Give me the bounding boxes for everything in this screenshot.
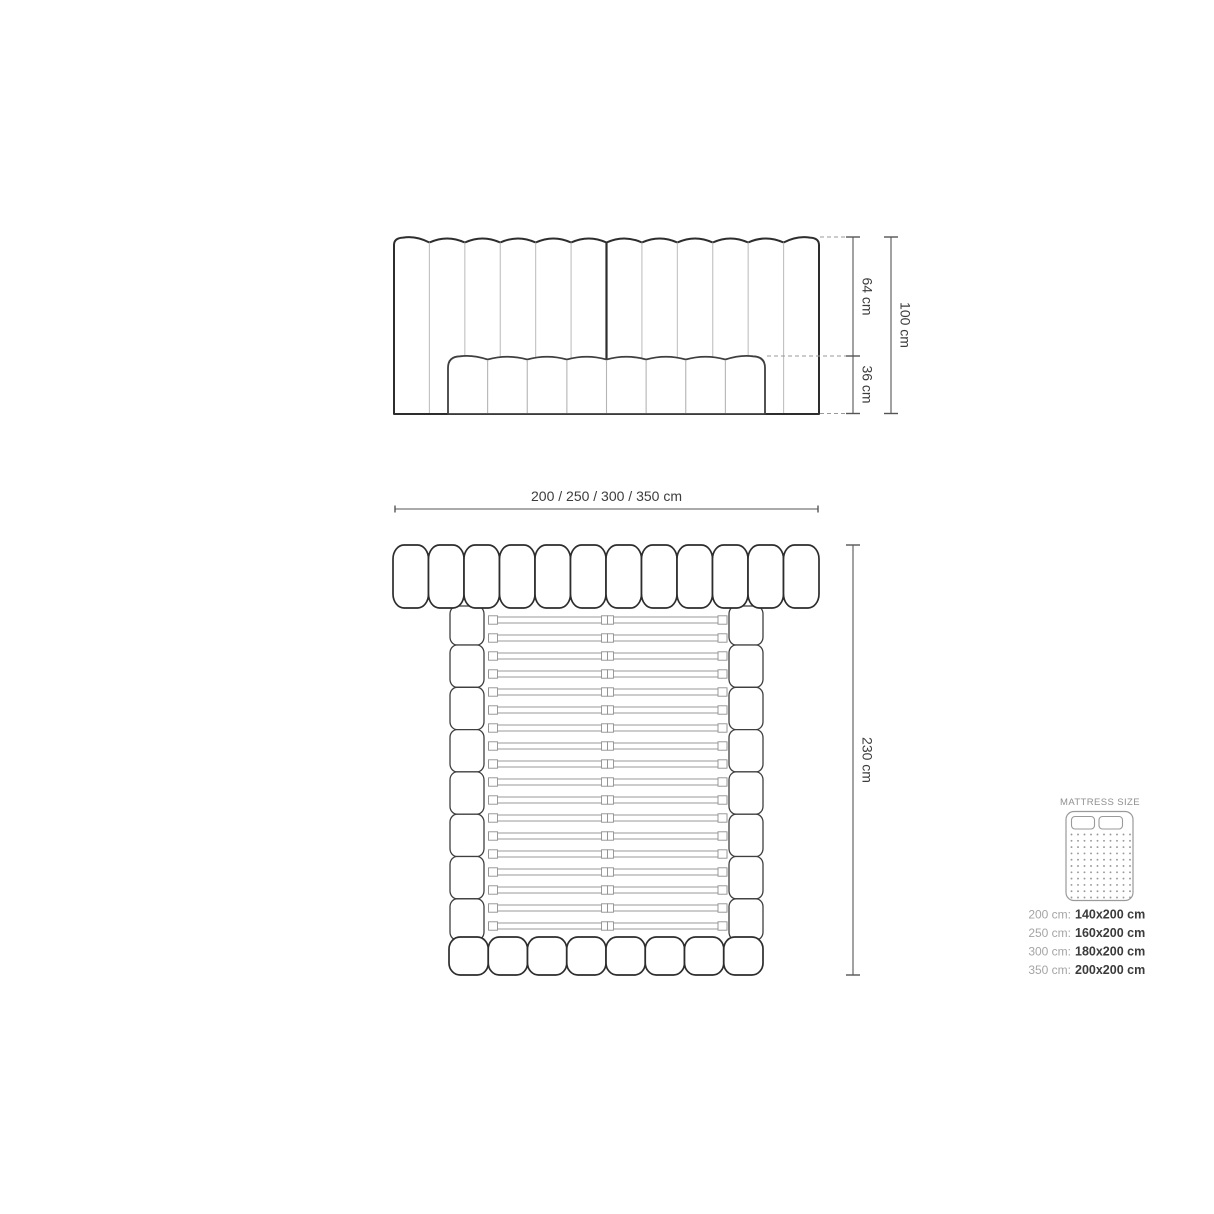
rail-segment: [729, 899, 763, 940]
footboard-plan-segment: [488, 937, 527, 975]
mattress-dot: [1129, 884, 1131, 886]
slat-end-cap: [718, 616, 727, 624]
slat: [489, 778, 728, 786]
mattress-dot: [1103, 890, 1105, 892]
mattress-dot: [1084, 852, 1086, 854]
slat: [489, 814, 728, 822]
mattress-dot: [1116, 846, 1118, 848]
rail-segment: [450, 687, 484, 729]
mattress-dot: [1110, 859, 1112, 861]
slat-end-cap: [718, 850, 727, 858]
slat: [489, 760, 728, 768]
slat-end-cap: [718, 832, 727, 840]
slat-end-cap: [489, 814, 498, 822]
mattress-dot: [1103, 878, 1105, 880]
mattress-dot: [1116, 897, 1118, 899]
slat-center-cap: [602, 850, 608, 858]
mattress-dot: [1077, 871, 1079, 873]
mattress-dot: [1103, 865, 1105, 867]
mattress-dot: [1123, 834, 1125, 836]
mattress-dot: [1090, 884, 1092, 886]
mattress-dot: [1097, 859, 1099, 861]
headboard-plan-segment: [642, 545, 678, 608]
slat-end-cap: [718, 814, 727, 822]
mattress-dot: [1084, 859, 1086, 861]
slat-center-cap: [608, 850, 614, 858]
mattress-dot: [1077, 859, 1079, 861]
mattress-dot: [1071, 852, 1073, 854]
mattress-dot: [1097, 852, 1099, 854]
headboard-plan-segments: [393, 545, 819, 608]
mattress-dot: [1116, 878, 1118, 880]
size-row: [1028, 908, 1145, 922]
footboard-plan-segment: [528, 937, 567, 975]
mattress-dot: [1123, 840, 1125, 842]
slat-center-cap: [608, 616, 614, 624]
slat-center-cap: [608, 922, 614, 930]
mattress-dot: [1110, 846, 1112, 848]
slat-end-cap: [718, 634, 727, 642]
slat-center-cap: [602, 652, 608, 660]
mattress-dot: [1071, 884, 1073, 886]
dim-label-width: 200 / 250 / 300 / 350 cm: [531, 488, 682, 504]
slat-center-cap: [602, 904, 608, 912]
mattress-dot: [1116, 834, 1118, 836]
mattress-dot: [1090, 859, 1092, 861]
mattress-dot: [1123, 871, 1125, 873]
footboard-plan-segment: [724, 937, 763, 975]
slat-center-cap: [602, 634, 608, 642]
slat: [489, 886, 728, 894]
slat-end-cap: [718, 742, 727, 750]
mattress-dot: [1123, 859, 1125, 861]
size-row-value: 200x200 cm: [1075, 963, 1146, 977]
rail-segment: [729, 857, 763, 899]
mattress-dot: [1090, 897, 1092, 899]
mattress-dot: [1084, 890, 1086, 892]
slat-center-cap: [602, 688, 608, 696]
slat-end-cap: [718, 760, 727, 768]
mattress-dot: [1097, 865, 1099, 867]
footboard-plan-segment: [567, 937, 606, 975]
mattress-dot: [1077, 897, 1079, 899]
rail-segment: [729, 606, 763, 645]
headboard-plan-segment: [713, 545, 749, 608]
footboard-plan-segment: [606, 937, 645, 975]
mattress-top-view-icon: [1066, 812, 1133, 901]
mattress-dot: [1084, 884, 1086, 886]
mattress-dot: [1116, 865, 1118, 867]
mattress-dot: [1071, 840, 1073, 842]
mattress-dot: [1071, 890, 1073, 892]
size-row: [1028, 926, 1145, 940]
mattress-dot: [1116, 852, 1118, 854]
size-row-label: 200 cm:: [1028, 907, 1071, 922]
slat-end-cap: [489, 724, 498, 732]
headboard-plan-segment: [784, 545, 820, 608]
mattress-dot: [1084, 878, 1086, 880]
slat-center-cap: [602, 778, 608, 786]
slat-center-cap: [608, 670, 614, 678]
rail-segment: [729, 645, 763, 687]
mattress-dot: [1129, 871, 1131, 873]
slat-center-cap: [608, 760, 614, 768]
slat-center-cap: [602, 796, 608, 804]
mattress-dot: [1071, 897, 1073, 899]
mattress-dot: [1110, 852, 1112, 854]
rail-segment: [450, 814, 484, 856]
slat: [489, 850, 728, 858]
slat-center-cap: [608, 886, 614, 894]
slat-end-cap: [489, 778, 498, 786]
mattress-dot: [1077, 865, 1079, 867]
mattress-dot: [1097, 897, 1099, 899]
mattress-dot: [1103, 859, 1105, 861]
headboard-plan-segment: [464, 545, 500, 608]
mattress-dot: [1129, 865, 1131, 867]
headboard-plan-segment: [393, 545, 429, 608]
rail-segment: [450, 857, 484, 899]
mattress-dot: [1129, 840, 1131, 842]
slat-center-cap: [602, 616, 608, 624]
slat: [489, 652, 728, 660]
mattress-dot: [1110, 884, 1112, 886]
mattress-dot: [1077, 852, 1079, 854]
slat-end-cap: [489, 688, 498, 696]
mattress-dot: [1090, 840, 1092, 842]
slat-center-cap: [608, 832, 614, 840]
mattress-dot: [1090, 834, 1092, 836]
slat-end-cap: [489, 832, 498, 840]
slat-end-cap: [718, 796, 727, 804]
mattress-dot: [1110, 878, 1112, 880]
mattress-dot: [1097, 846, 1099, 848]
pillow-left-icon: [1072, 817, 1095, 830]
mattress-dot: [1084, 846, 1086, 848]
plan-view-diagram: [393, 488, 875, 975]
dim-label-36cm: 36 cm: [859, 365, 876, 404]
mattress-dot: [1116, 840, 1118, 842]
rail-segment: [729, 814, 763, 856]
dim-label-100cm: 100 cm: [897, 302, 914, 348]
slat-center-cap: [602, 832, 608, 840]
dim-label-64cm: 64 cm: [859, 277, 876, 316]
slat: [489, 724, 728, 732]
slat-end-cap: [489, 868, 498, 876]
slat-center-cap: [602, 922, 608, 930]
slat-center-cap: [602, 868, 608, 876]
slat: [489, 868, 728, 876]
bed-front-overlay: [448, 356, 765, 414]
dim-label-230cm: 230 cm: [859, 737, 876, 783]
mattress-dot: [1084, 865, 1086, 867]
slat-end-cap: [718, 670, 727, 678]
mattress-size-title: MATTRESS SIZE: [1060, 797, 1140, 808]
headboard-plan-segment: [571, 545, 607, 608]
slat: [489, 706, 728, 714]
mattress-dot: [1071, 878, 1073, 880]
mattress-dot: [1071, 846, 1073, 848]
slat: [489, 832, 728, 840]
mattress-dot: [1084, 840, 1086, 842]
size-row: [1028, 945, 1145, 959]
size-row-value: 160x200 cm: [1075, 926, 1146, 940]
mattress-dot: [1129, 859, 1131, 861]
mattress-dot: [1103, 897, 1105, 899]
slat-center-cap: [608, 742, 614, 750]
mattress-dot: [1090, 890, 1092, 892]
slat: [489, 688, 728, 696]
mattress-dot: [1129, 890, 1131, 892]
mattress-dot: [1103, 852, 1105, 854]
rail-segment: [450, 606, 484, 645]
headboard-plan-segment: [500, 545, 536, 608]
mattress-dot: [1129, 852, 1131, 854]
mattress-dot: [1077, 834, 1079, 836]
headboard-plan-segment: [677, 545, 713, 608]
mattress-dot: [1097, 878, 1099, 880]
rail-segment: [729, 687, 763, 729]
mattress-dot: [1110, 840, 1112, 842]
mattress-dot: [1123, 878, 1125, 880]
slat-center-cap: [602, 670, 608, 678]
mattress-dot: [1110, 897, 1112, 899]
mattress-size-list: [1028, 908, 1145, 978]
mattress-dot: [1110, 871, 1112, 873]
mattress-info: [1028, 797, 1145, 977]
slat-end-cap: [489, 850, 498, 858]
mattress-dot: [1077, 890, 1079, 892]
slat-center-cap: [602, 724, 608, 732]
mattress-dot: [1123, 897, 1125, 899]
mattress-dot: [1084, 897, 1086, 899]
slat-center-cap: [608, 868, 614, 876]
slat-end-cap: [718, 886, 727, 894]
mattress-dot: [1090, 865, 1092, 867]
slat-end-cap: [489, 742, 498, 750]
slat-end-cap: [718, 778, 727, 786]
slat-end-cap: [489, 886, 498, 894]
mattress-dot: [1071, 871, 1073, 873]
slat-end-cap: [489, 706, 498, 714]
mattress-dot: [1097, 884, 1099, 886]
front-elevation-diagram: [394, 237, 913, 414]
slat-end-cap: [718, 868, 727, 876]
slat: [489, 904, 728, 912]
slat-end-cap: [489, 670, 498, 678]
slat-center-cap: [602, 760, 608, 768]
slat: [489, 922, 728, 930]
mattress-dot: [1077, 884, 1079, 886]
size-row: [1028, 963, 1145, 977]
rail-segment: [450, 730, 484, 772]
slat-center-cap: [608, 904, 614, 912]
mattress-dot: [1123, 852, 1125, 854]
mattress-dot: [1116, 871, 1118, 873]
headboard-plan-segment: [748, 545, 784, 608]
headboard-plan-segment: [606, 545, 642, 608]
mattress-dot: [1077, 878, 1079, 880]
slat-end-cap: [489, 922, 498, 930]
slat-center-cap: [602, 742, 608, 750]
size-row-value: 140x200 cm: [1075, 907, 1146, 922]
pillow-right-icon: [1099, 817, 1123, 830]
slat: [489, 670, 728, 678]
mattress-dot: [1097, 840, 1099, 842]
mattress-dot: [1129, 878, 1131, 880]
slat-center-cap: [608, 706, 614, 714]
size-row-value: 180x200 cm: [1075, 944, 1146, 959]
mattress-dot: [1123, 884, 1125, 886]
slat-end-cap: [489, 760, 498, 768]
slat-end-cap: [489, 796, 498, 804]
slat: [489, 616, 728, 624]
headboard-plan-segment: [535, 545, 571, 608]
mattress-dot: [1090, 871, 1092, 873]
slat-center-cap: [608, 634, 614, 642]
rail-segment: [729, 772, 763, 814]
mattress-dot: [1110, 890, 1112, 892]
mattress-dot: [1097, 834, 1099, 836]
mattress-dot: [1116, 884, 1118, 886]
slat-end-cap: [718, 688, 727, 696]
slat-end-cap: [718, 904, 727, 912]
slat: [489, 742, 728, 750]
mattress-dot: [1129, 834, 1131, 836]
slat-center-cap: [602, 706, 608, 714]
mattress-dot: [1097, 890, 1099, 892]
footboard-plan-segment: [685, 937, 724, 975]
mattress-dot: [1090, 852, 1092, 854]
slat-center-cap: [608, 814, 614, 822]
rail-segment: [729, 730, 763, 772]
slat-center-cap: [608, 796, 614, 804]
slat-end-cap: [489, 634, 498, 642]
slat-center-cap: [608, 652, 614, 660]
rail-segment: [450, 645, 484, 687]
slats: [489, 616, 728, 930]
size-row-label: 300 cm:: [1028, 944, 1071, 959]
mattress-dot: [1090, 878, 1092, 880]
mattress-dot: [1116, 890, 1118, 892]
slat-center-cap: [602, 886, 608, 894]
mattress-dot: [1077, 846, 1079, 848]
footboard-plan-segment: [645, 937, 684, 975]
mattress-dot: [1110, 865, 1112, 867]
size-row-label: 350 cm:: [1028, 963, 1071, 977]
slat-end-cap: [489, 616, 498, 624]
headboard-plan-segment: [429, 545, 465, 608]
mattress-dot: [1071, 834, 1073, 836]
slat-center-cap: [608, 688, 614, 696]
mattress-dot: [1071, 859, 1073, 861]
mattress-dot: [1110, 834, 1112, 836]
footboard-plan-segments: [449, 937, 763, 975]
mattress-dot: [1103, 846, 1105, 848]
rail-segment: [450, 899, 484, 940]
slat-center-cap: [608, 724, 614, 732]
mattress-dot: [1077, 840, 1079, 842]
mattress-dot: [1103, 871, 1105, 873]
slat: [489, 796, 728, 804]
size-row-label: 250 cm:: [1028, 926, 1071, 940]
mattress-dot: [1097, 871, 1099, 873]
slat-end-cap: [718, 724, 727, 732]
mattress-dot: [1103, 840, 1105, 842]
slat-center-cap: [608, 778, 614, 786]
slat-end-cap: [718, 706, 727, 714]
slat-end-cap: [718, 652, 727, 660]
mattress-dot: [1103, 884, 1105, 886]
slat-end-cap: [489, 652, 498, 660]
mattress-dot: [1071, 865, 1073, 867]
slat-end-cap: [489, 904, 498, 912]
slat: [489, 634, 728, 642]
mattress-dot: [1123, 865, 1125, 867]
rail-segment: [450, 772, 484, 814]
mattress-dot: [1123, 890, 1125, 892]
mattress-dot: [1129, 846, 1131, 848]
slat-center-cap: [602, 814, 608, 822]
mattress-dot: [1103, 834, 1105, 836]
mattress-dot: [1116, 859, 1118, 861]
footboard-plan-segment: [449, 937, 488, 975]
mattress-dot: [1123, 846, 1125, 848]
mattress-dot: [1084, 834, 1086, 836]
mattress-dot: [1129, 897, 1131, 899]
mattress-dot: [1084, 871, 1086, 873]
mattress-dot: [1090, 846, 1092, 848]
slat-end-cap: [718, 922, 727, 930]
